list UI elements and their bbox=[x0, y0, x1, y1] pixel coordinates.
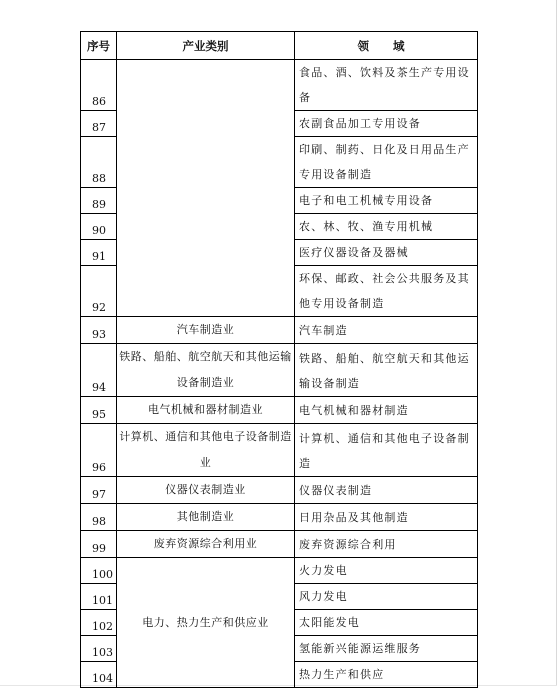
row-num: 95 bbox=[81, 397, 117, 424]
row-num: 90 bbox=[81, 214, 117, 240]
row-domain: 汽车制造 bbox=[295, 317, 478, 344]
table-row bbox=[81, 60, 478, 111]
row-category: 仪器仪表制造业 bbox=[117, 477, 295, 504]
header-num: 序号 bbox=[81, 32, 117, 60]
table-row bbox=[81, 531, 478, 558]
row-domain: 计算机、通信和其他电子设备制造 bbox=[295, 424, 478, 477]
row-num: 99 bbox=[81, 531, 117, 558]
row-domain: 电子和电工机械专用设备 bbox=[295, 188, 478, 214]
row-num: 89 bbox=[81, 188, 117, 214]
table-row bbox=[81, 424, 478, 477]
row-domain: 废弃资源综合利用 bbox=[295, 531, 478, 558]
row-category: 废弃资源综合利用业 bbox=[117, 531, 295, 558]
row-domain: 农副食品加工专用设备 bbox=[295, 111, 478, 137]
row-category: 铁路、船舶、航空航天和其他运输设备制造业 bbox=[117, 344, 295, 397]
row-num: 100 bbox=[81, 558, 117, 584]
table-row bbox=[81, 397, 478, 424]
table-row bbox=[81, 504, 478, 531]
row-num: 88 bbox=[81, 137, 117, 188]
header-category: 产业类别 bbox=[117, 32, 295, 60]
table-row bbox=[81, 558, 478, 584]
row-num: 101 bbox=[81, 584, 117, 610]
row-num: 103 bbox=[81, 636, 117, 662]
table-row bbox=[81, 317, 478, 344]
row-num: 104 bbox=[81, 662, 117, 688]
row-domain: 热力生产和供应 bbox=[295, 662, 478, 688]
row-domain: 铁路、船舶、航空航天和其他运输设备制造 bbox=[295, 344, 478, 397]
table-header-row bbox=[81, 32, 478, 60]
row-num: 91 bbox=[81, 240, 117, 266]
header-domain: 领 域 bbox=[295, 32, 478, 60]
row-num: 87 bbox=[81, 111, 117, 137]
table-row bbox=[81, 344, 478, 397]
row-num: 102 bbox=[81, 610, 117, 636]
table-row bbox=[81, 477, 478, 504]
power-category-cell: 电力、热力生产和供应业 bbox=[117, 558, 295, 688]
row-num: 93 bbox=[81, 317, 117, 344]
row-domain: 太阳能发电 bbox=[295, 610, 478, 636]
row-domain: 环保、邮政、社会公共服务及其他专用设备制造 bbox=[295, 266, 478, 317]
row-domain: 火力发电 bbox=[295, 558, 478, 584]
row-domain: 日用杂品及其他制造 bbox=[295, 504, 478, 531]
row-domain: 印刷、制药、日化及日用品生产专用设备制造 bbox=[295, 137, 478, 188]
row-domain: 医疗仪器设备及器械 bbox=[295, 240, 478, 266]
row-category: 计算机、通信和其他电子设备制造业 bbox=[117, 424, 295, 477]
category-cell-empty bbox=[117, 60, 295, 317]
row-category: 其他制造业 bbox=[117, 504, 295, 531]
row-domain: 电气机械和器材制造 bbox=[295, 397, 478, 424]
row-category: 电气机械和器材制造业 bbox=[117, 397, 295, 424]
row-num: 92 bbox=[81, 266, 117, 317]
industry-table bbox=[80, 31, 478, 688]
row-domain: 仪器仪表制造 bbox=[295, 477, 478, 504]
row-num: 86 bbox=[81, 60, 117, 111]
row-domain: 农、林、牧、渔专用机械 bbox=[295, 214, 478, 240]
row-num: 96 bbox=[81, 424, 117, 477]
row-num: 98 bbox=[81, 504, 117, 531]
row-num: 94 bbox=[81, 344, 117, 397]
row-domain: 风力发电 bbox=[295, 584, 478, 610]
row-num: 97 bbox=[81, 477, 117, 504]
row-category: 汽车制造业 bbox=[117, 317, 295, 344]
row-domain: 氢能新兴能源运维服务 bbox=[295, 636, 478, 662]
row-domain: 食品、酒、饮料及茶生产专用设备 bbox=[295, 60, 478, 111]
